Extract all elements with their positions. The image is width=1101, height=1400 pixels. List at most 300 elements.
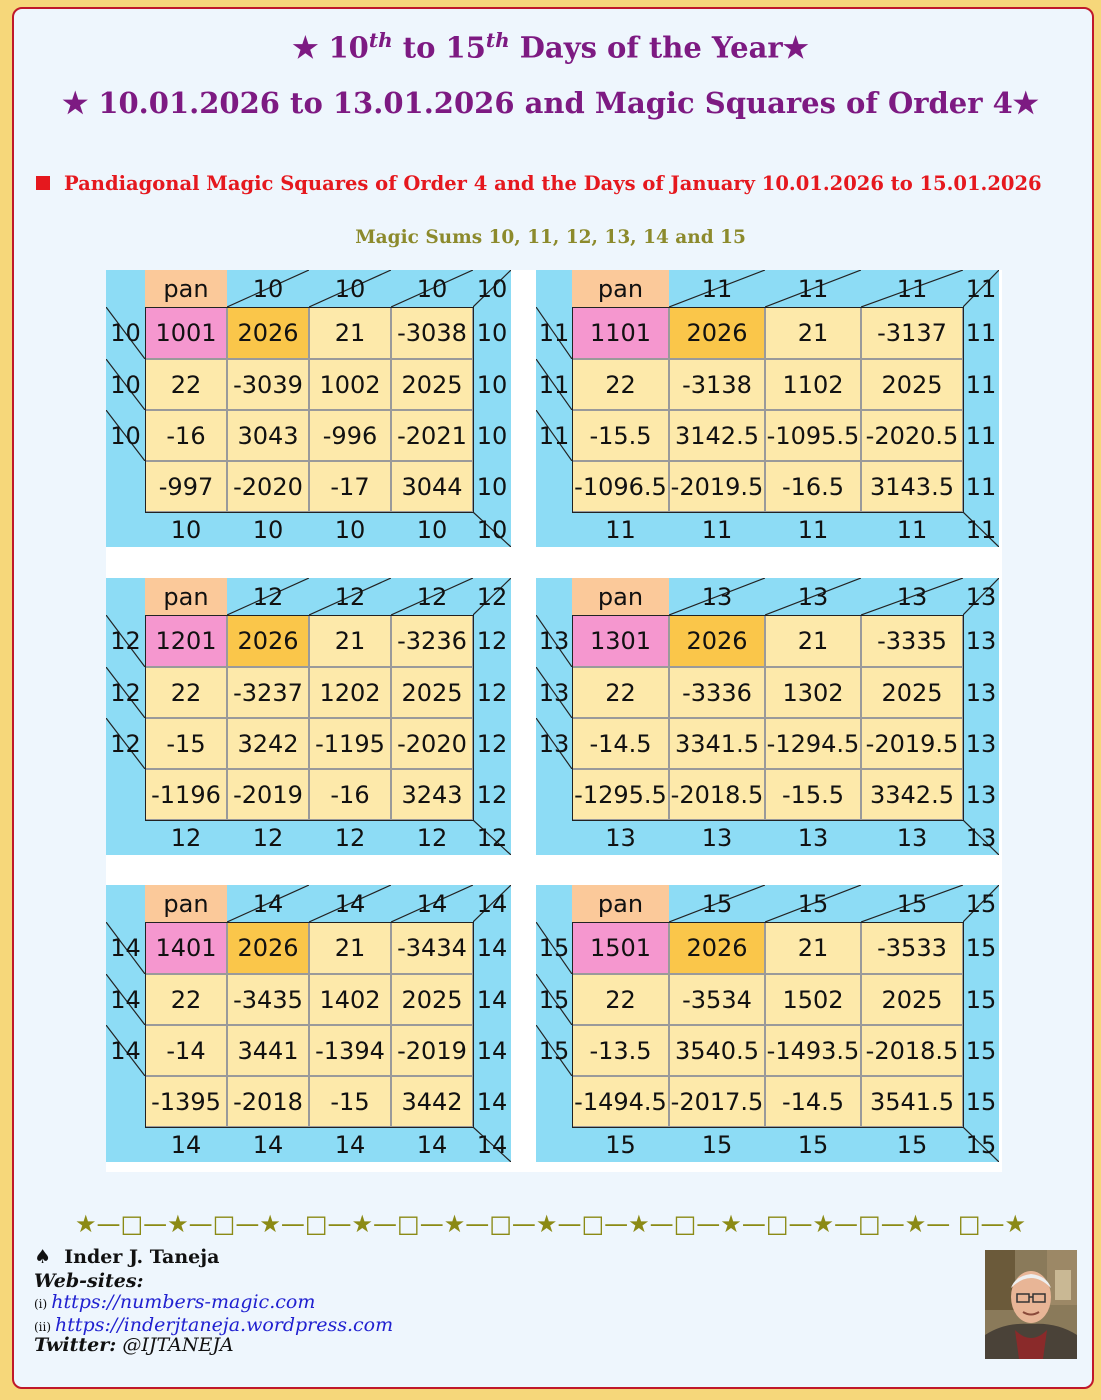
row-sum-value: 14 <box>476 1036 508 1065</box>
magic-square-cell <box>669 922 765 974</box>
empty-cell <box>536 769 572 820</box>
square-outline <box>145 615 146 820</box>
magic-square-cell-value: 1302 <box>782 678 844 707</box>
diagonal-sum-top <box>669 270 765 307</box>
empty-cell <box>536 461 572 512</box>
magic-square-cell-value: -13.5 <box>589 1036 652 1065</box>
square-outline <box>473 307 474 512</box>
column-sum-value: 14 <box>170 1130 202 1159</box>
magic-square-cell <box>391 1025 473 1076</box>
column-sum <box>765 820 861 855</box>
diagonal-sum-top-value: 15 <box>701 889 733 918</box>
square-outline <box>145 820 473 821</box>
empty-cell <box>106 1127 145 1162</box>
diagonal-sum-top <box>473 885 511 922</box>
magic-square-cell-value: -3336 <box>682 678 752 707</box>
magic-square-cell-value: -3335 <box>877 627 947 655</box>
diagonal-sum-top-value: 11 <box>896 274 928 303</box>
corner-cell <box>106 270 145 307</box>
magic-square-cell-value: -997 <box>158 472 214 501</box>
column-sum-value: 12 <box>252 823 284 852</box>
magic-square-cell-value: -1196 <box>151 780 221 809</box>
title-number-2: 15 <box>445 30 486 65</box>
diagonal-sum-left-value: 14 <box>110 985 141 1014</box>
diagonal-sum-top-value: 13 <box>965 582 997 611</box>
diagonal-sum-top-value: 14 <box>476 889 508 918</box>
pan-label-value: pan <box>163 582 209 611</box>
row-sum-value: 10 <box>476 319 508 347</box>
title-superscript-2: th <box>485 28 510 52</box>
twitter-label: Twitter: <box>34 1334 117 1356</box>
magic-square-cell <box>145 1025 227 1076</box>
magic-square-cell <box>765 410 861 461</box>
magic-square-cell <box>391 769 473 820</box>
magic-square-cell-value: -2019.5 <box>670 472 764 501</box>
magic-square-cell-value: -996 <box>322 421 378 450</box>
magic-square-cell-value: -17 <box>330 472 370 501</box>
magic-square-cell <box>765 769 861 820</box>
magic-square-cell-value: 2025 <box>881 678 943 707</box>
magic-square-cell <box>145 307 227 359</box>
magic-square-cell <box>227 615 309 667</box>
square-outline <box>145 615 473 616</box>
magic-square-cell-value: 2025 <box>401 678 463 707</box>
magic-square-cell-value: 21 <box>797 934 829 962</box>
magic-square-cell-value: -15.5 <box>781 780 845 809</box>
diagonal-sum-left-value: 11 <box>538 421 570 450</box>
square-outline <box>572 307 963 308</box>
magic-square-cell-value: 3142.5 <box>675 421 759 450</box>
row-sum <box>963 1025 999 1076</box>
square-outline <box>145 922 473 923</box>
magic-square <box>106 270 511 547</box>
magic-square-cell-value: 3044 <box>401 472 463 501</box>
square-outline <box>473 922 474 1127</box>
diagonal-sum-left-value: 12 <box>110 627 141 655</box>
magic-square-cell <box>765 718 861 769</box>
row-sum <box>963 667 999 718</box>
magic-square-cell-value: -2018.5 <box>670 780 764 809</box>
magic-square-cell <box>572 461 669 512</box>
pan-label-value: pan <box>597 274 644 303</box>
pan-label-value: pan <box>597 889 644 918</box>
magic-square-cell <box>145 1076 227 1127</box>
magic-square-cell-value: 3541.5 <box>870 1087 954 1116</box>
diagonal-sum-bottom <box>963 820 999 855</box>
column-sum-value: 14 <box>252 1130 284 1159</box>
magic-square-cell-value: -2020.5 <box>865 421 959 450</box>
magic-square-cell-value: -1494.5 <box>574 1087 667 1116</box>
diagonal-sum-top-value: 14 <box>416 889 448 918</box>
diagonal-sum-bottom-value: 10 <box>476 515 508 544</box>
magic-square-cell <box>391 974 473 1025</box>
column-sum-value: 13 <box>797 823 829 852</box>
square-outline <box>572 1127 963 1128</box>
magic-square-cell <box>309 461 391 512</box>
title-to: to <box>392 30 446 65</box>
diagonal-sum-top-value: 12 <box>476 582 508 611</box>
magic-square-cell-value: 21 <box>334 319 366 347</box>
magic-square-cell-value: 2025 <box>401 370 463 399</box>
magic-square-cell <box>227 461 309 512</box>
square-outline <box>572 615 963 616</box>
diagonal-sum-top-value: 15 <box>896 889 928 918</box>
diagonal-sum-top <box>861 885 963 922</box>
magic-square-cell <box>227 1025 309 1076</box>
diagonal-sum-left <box>106 718 145 769</box>
diagonal-sum-left <box>106 667 145 718</box>
row-sum <box>473 667 511 718</box>
magic-square-cell-value: 1002 <box>319 370 381 399</box>
pan-label <box>572 885 669 922</box>
row-sum-value: 12 <box>476 780 508 809</box>
magic-square-cell <box>765 307 861 359</box>
section-heading-text: Pandiagonal Magic Squares of Order 4 and the Days of January 10.01.2026 to 15.01.2026 <box>64 172 1042 195</box>
column-sum-value: 10 <box>252 515 284 544</box>
magic-square-cell-value: 1202 <box>319 678 381 707</box>
column-sum-value: 11 <box>701 515 733 544</box>
magic-square-cell-value: -3435 <box>233 985 303 1014</box>
diagonal-sum-top <box>473 578 511 615</box>
row-sum <box>963 307 999 359</box>
magic-square-cell <box>572 1076 669 1127</box>
magic-square-cell-value: -3534 <box>682 985 752 1014</box>
diagonal-sum-top <box>309 270 391 307</box>
square-outline <box>145 307 146 512</box>
magic-square-cell-value: -16 <box>166 421 206 450</box>
magic-square-cell-value: -2018 <box>233 1087 303 1116</box>
column-sum-value: 13 <box>896 823 928 852</box>
magic-square-cell-value: 1301 <box>589 627 652 655</box>
column-sum-value: 12 <box>170 823 202 852</box>
diagonal-sum-bottom-value: 11 <box>965 515 997 544</box>
pan-label-value: pan <box>597 582 644 611</box>
square-outline <box>963 307 964 512</box>
website-1-link[interactable]: https://numbers-magic.com <box>51 1291 316 1313</box>
diagonal-sum-top <box>227 885 309 922</box>
row-sum-value: 14 <box>476 934 508 962</box>
magic-square-cell-value: -3236 <box>397 627 467 655</box>
diagonal-sum-top <box>963 578 999 615</box>
magic-square-cell <box>669 667 765 718</box>
row-sum <box>473 461 511 512</box>
diagonal-sum-top <box>963 885 999 922</box>
row-sum <box>473 615 511 667</box>
diagonal-sum-top <box>765 270 861 307</box>
magic-square-cell <box>861 922 963 974</box>
column-sum <box>861 512 963 547</box>
row-sum <box>963 1076 999 1127</box>
diagonal-sum-left-value: 11 <box>538 319 570 347</box>
diagonal-sum-bottom <box>473 512 511 547</box>
magic-square-cell <box>765 1025 861 1076</box>
magic-square-cell-value: 1402 <box>319 985 381 1014</box>
column-sum <box>309 512 391 547</box>
diagonal-sum-bottom <box>963 1127 999 1162</box>
magic-square-cell <box>227 410 309 461</box>
magic-square-cell-value: -2021 <box>397 421 467 450</box>
row-sum-value: 15 <box>965 1036 997 1065</box>
diagonal-sum-top <box>669 578 765 615</box>
corner-cell <box>536 885 572 922</box>
column-sum-value: 14 <box>334 1130 366 1159</box>
magic-square-cell <box>145 922 227 974</box>
column-sum-value: 12 <box>416 823 448 852</box>
magic-square-cell <box>391 667 473 718</box>
row-sum-value: 13 <box>965 729 997 758</box>
pan-label-value: pan <box>163 274 209 303</box>
row-sum-value: 11 <box>965 421 997 450</box>
websites-label: Web-sites: <box>34 1270 144 1292</box>
row-sum-value: 12 <box>476 678 508 707</box>
magic-square-cell-value: 2025 <box>881 370 943 399</box>
magic-square-cell-value: -15 <box>330 1087 370 1116</box>
diagonal-sum-left <box>536 615 572 667</box>
title-number-1: 10 <box>328 30 369 65</box>
diagonal-sum-left <box>106 615 145 667</box>
column-sum <box>572 820 669 855</box>
magic-square-cell-value: 21 <box>797 627 829 655</box>
magic-square-cell <box>227 922 309 974</box>
diagonal-sum-left-value: 14 <box>110 1036 141 1065</box>
magic-square-cell-value: 3540.5 <box>675 1036 759 1065</box>
magic-square-cell-value: 22 <box>605 678 636 707</box>
magic-square-cell-value: 22 <box>170 678 202 707</box>
magic-square <box>536 270 999 547</box>
diagonal-sum-top <box>473 270 511 307</box>
diagonal-sum-top-value: 13 <box>896 582 928 611</box>
magic-square-cell <box>765 922 861 974</box>
website-2-link[interactable]: https://inderjtaneja.wordpress.com <box>55 1314 394 1336</box>
magic-square-cell <box>391 410 473 461</box>
magic-square-cell <box>572 615 669 667</box>
magic-square-cell-value: 3341.5 <box>675 729 759 758</box>
column-sum-value: 11 <box>797 515 829 544</box>
pan-label <box>572 578 669 615</box>
diagonal-sum-top-value: 12 <box>416 582 448 611</box>
column-sum-value: 11 <box>896 515 928 544</box>
column-sum <box>145 512 227 547</box>
magic-square-cell-value: 2026 <box>686 319 748 347</box>
magic-square-cell <box>669 718 765 769</box>
empty-cell <box>106 461 145 512</box>
magic-square-cell-value: -1195 <box>315 729 385 758</box>
diagonal-sum-top <box>669 885 765 922</box>
row-sum-value: 15 <box>965 985 997 1014</box>
row-sum <box>473 359 511 410</box>
magic-square-cell <box>572 359 669 410</box>
empty-cell <box>536 1076 572 1127</box>
pan-label <box>145 885 227 922</box>
magic-square-cell <box>572 667 669 718</box>
row-sum <box>963 615 999 667</box>
square-outline <box>572 820 963 821</box>
magic-square-cell <box>309 769 391 820</box>
magic-square-cell <box>391 307 473 359</box>
diagonal-sum-top-value: 10 <box>252 274 284 303</box>
magic-square-cell <box>669 974 765 1025</box>
row-sum <box>963 922 999 974</box>
author-portrait-icon <box>985 1250 1077 1359</box>
website-1-index: (i) <box>34 1297 48 1311</box>
magic-square-cell-value: 21 <box>797 319 829 347</box>
diagonal-sum-top <box>227 270 309 307</box>
column-sum <box>861 1127 963 1162</box>
empty-cell <box>536 820 572 855</box>
magic-square-cell-value: 22 <box>605 370 636 399</box>
magic-square-cell-value: -1095.5 <box>766 421 860 450</box>
magic-square-cell-value: 3441 <box>237 1036 299 1065</box>
row-sum-value: 11 <box>965 319 997 347</box>
corner-cell <box>106 885 145 922</box>
star-icon: ★ <box>1012 86 1039 120</box>
magic-square-cell <box>669 1025 765 1076</box>
corner-cell <box>536 270 572 307</box>
diagonal-sum-left-value: 13 <box>538 678 570 707</box>
magic-square <box>536 885 999 1162</box>
magic-square-cell-value: -3039 <box>233 370 303 399</box>
magic-square-cell <box>861 718 963 769</box>
magic-square-cell-value: -3137 <box>877 319 947 347</box>
magic-square-cell <box>145 769 227 820</box>
magic-square-cell-value: -1294.5 <box>766 729 860 758</box>
twitter-line <box>34 1334 234 1356</box>
magic-square-cell-value: 21 <box>334 627 366 655</box>
magic-square-cell <box>227 667 309 718</box>
column-sum-value: 14 <box>416 1130 448 1159</box>
diagonal-sum-left <box>536 359 572 410</box>
column-sum <box>391 1127 473 1162</box>
magic-square-cell <box>309 359 391 410</box>
row-sum-value: 12 <box>476 729 508 758</box>
column-sum <box>669 1127 765 1162</box>
magic-square-cell-value: 1001 <box>155 319 217 347</box>
magic-square-cell-value: 22 <box>170 985 202 1014</box>
magic-square-cell-value: 2026 <box>686 627 748 655</box>
empty-cell <box>106 1076 145 1127</box>
magic-square-cell-value: -1395 <box>151 1087 221 1116</box>
column-sum-value: 15 <box>701 1130 733 1159</box>
section-heading <box>36 172 1042 195</box>
empty-cell <box>536 512 572 547</box>
row-sum-value: 13 <box>965 780 997 809</box>
row-sum-value: 12 <box>476 627 508 655</box>
diagonal-sum-bottom-value: 15 <box>965 1130 997 1159</box>
magic-square <box>106 578 511 855</box>
pan-label-value: pan <box>163 889 209 918</box>
magic-square-cell-value: -3237 <box>233 678 303 707</box>
spade-icon: ♠ <box>34 1246 52 1268</box>
magic-square-cell-value: -3038 <box>397 319 467 347</box>
magic-square-cell-value: -3434 <box>397 934 467 962</box>
diagonal-sum-left <box>106 1025 145 1076</box>
magic-square-cell <box>572 307 669 359</box>
magic-square-cell <box>145 667 227 718</box>
magic-square-cell-value: -1295.5 <box>574 780 667 809</box>
square-outline <box>572 307 573 512</box>
diagonal-sum-left <box>536 922 572 974</box>
magic-square-cell-value: 2026 <box>237 319 299 347</box>
row-sum-value: 14 <box>476 985 508 1014</box>
diagonal-sum-left-value: 12 <box>110 678 141 707</box>
diagonal-sum-left <box>536 1025 572 1076</box>
magic-square-cell-value: 22 <box>605 985 636 1014</box>
magic-square-cell-value: -3533 <box>877 934 947 962</box>
row-sum-value: 10 <box>476 421 508 450</box>
magic-squares-grid <box>106 270 1002 1172</box>
magic-square-cell-value: 2026 <box>237 934 299 962</box>
magic-square-cell-value: -2019 <box>233 780 303 809</box>
star-icon: ★ <box>782 30 809 65</box>
magic-square-cell <box>572 718 669 769</box>
diagonal-sum-top <box>309 885 391 922</box>
magic-square-cell-value: 2026 <box>686 934 748 962</box>
magic-sums-heading: Magic Sums 10, 11, 12, 13, 14 and 15 <box>355 227 746 248</box>
magic-square-cell <box>309 615 391 667</box>
diagonal-sum-left <box>536 718 572 769</box>
square-outline <box>473 615 474 820</box>
magic-square-cell-value: -1394 <box>315 1036 385 1065</box>
magic-square-cell <box>227 307 309 359</box>
row-sum <box>473 974 511 1025</box>
diagonal-sum-top-value: 13 <box>797 582 829 611</box>
row-sum-value: 15 <box>965 934 997 962</box>
column-sum <box>391 820 473 855</box>
magic-square-cell <box>572 1025 669 1076</box>
square-outline <box>145 307 473 308</box>
magic-square-cell-value: 1501 <box>589 934 652 962</box>
diagonal-sum-top <box>765 885 861 922</box>
diagonal-sum-bottom <box>473 1127 511 1162</box>
author-line <box>34 1246 219 1268</box>
magic-square-cell <box>309 1076 391 1127</box>
square-outline <box>572 512 963 513</box>
magic-square-cell <box>765 667 861 718</box>
magic-square-cell <box>145 615 227 667</box>
column-sum <box>572 512 669 547</box>
magic-square-cell-value: -14 <box>166 1036 206 1065</box>
pan-label <box>572 270 669 307</box>
magic-square-cell <box>309 974 391 1025</box>
column-sum <box>391 512 473 547</box>
diagonal-sum-top-value: 10 <box>416 274 448 303</box>
magic-square-cell <box>572 410 669 461</box>
diagonal-sum-top-value: 15 <box>797 889 829 918</box>
diagonal-sum-left-value: 13 <box>538 627 570 655</box>
row-sum <box>963 461 999 512</box>
magic-square-cell-value: 1401 <box>155 934 217 962</box>
column-sum <box>227 1127 309 1162</box>
diagonal-sum-top-value: 11 <box>965 274 997 303</box>
magic-square-cell <box>227 769 309 820</box>
empty-cell <box>106 769 145 820</box>
magic-square-cell <box>861 410 963 461</box>
magic-square-cell <box>309 718 391 769</box>
magic-square-cell-value: -2020 <box>397 729 467 758</box>
diagonal-sum-left <box>106 922 145 974</box>
column-sum <box>309 1127 391 1162</box>
row-sum-value: 10 <box>476 370 508 399</box>
magic-square-cell-value: 1101 <box>589 319 652 347</box>
magic-square-cell <box>861 667 963 718</box>
magic-square-cell <box>669 307 765 359</box>
diagonal-sum-bottom-value: 12 <box>476 823 508 852</box>
magic-square-cell <box>145 974 227 1025</box>
diagonal-sum-left <box>106 974 145 1025</box>
diagonal-sum-left <box>536 410 572 461</box>
magic-square-cell <box>145 359 227 410</box>
column-sum <box>572 1127 669 1162</box>
